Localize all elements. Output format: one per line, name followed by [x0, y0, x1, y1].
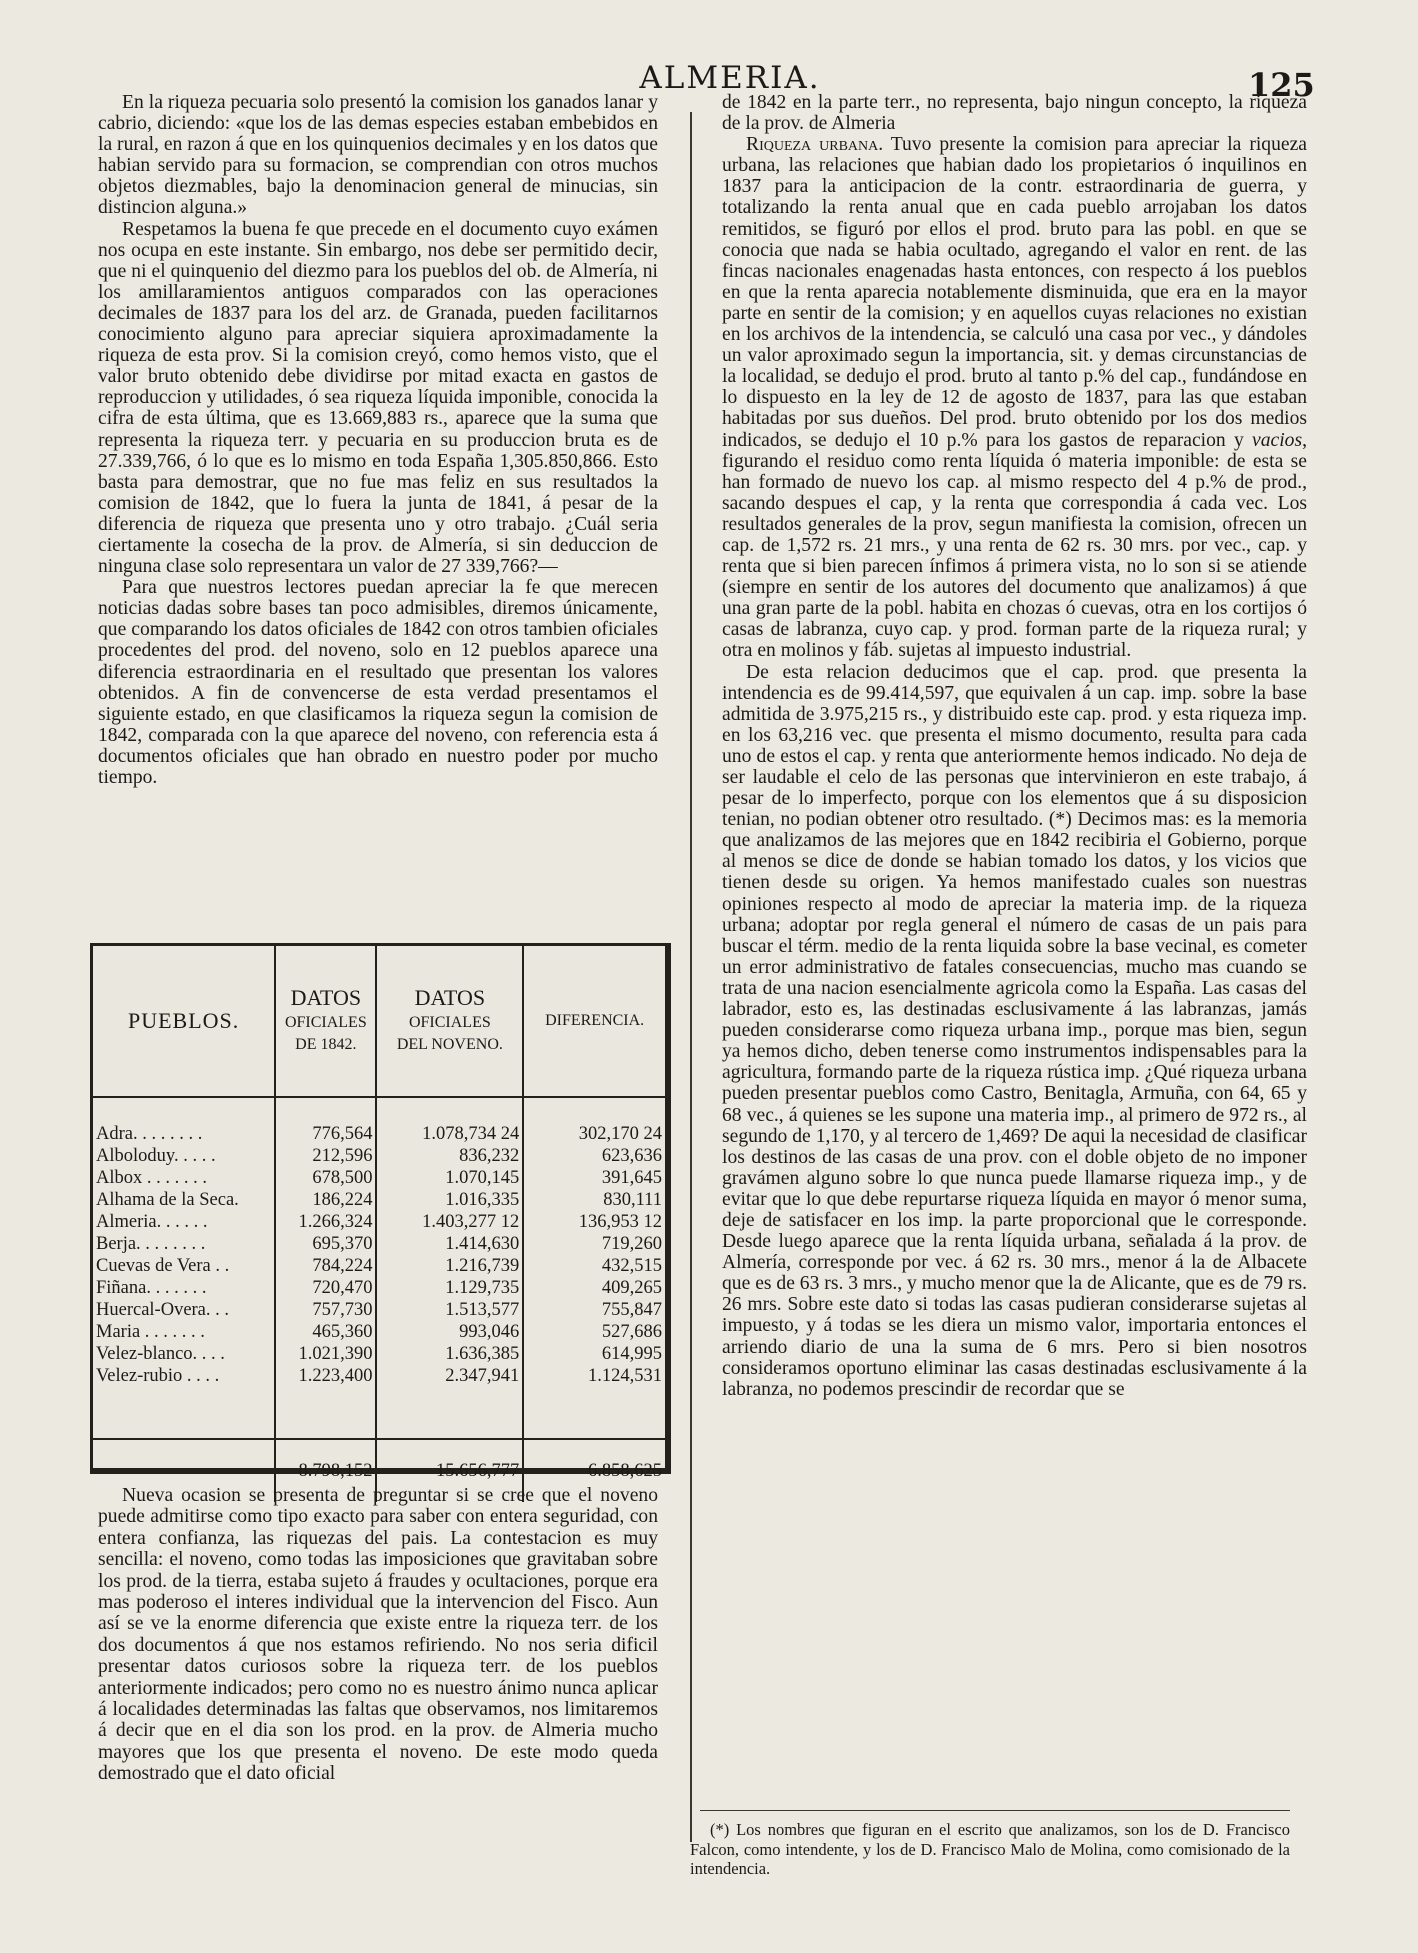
right-column [722, 92, 1307, 1400]
total-c: 6.858,625 [523, 1439, 665, 1502]
cell-a: 695,370 [275, 1233, 376, 1255]
cell-c: 527,686 [601, 1321, 662, 1342]
left-bottom-column [98, 1485, 658, 1785]
column-divider [690, 112, 692, 1842]
cell-b: 836,232 [376, 1145, 523, 1167]
cell-b: 993,046 [376, 1321, 523, 1343]
table-row [93, 1277, 665, 1299]
cell-c: 623,636 [601, 1145, 662, 1166]
cell-a: 720,470 [275, 1277, 376, 1299]
cell-b: 1.216,739 [376, 1255, 523, 1277]
header-diferencia: DIFERENCIA. [523, 946, 665, 1097]
cell-c: 409,265 [601, 1277, 662, 1298]
cell-a: 465,360 [275, 1321, 376, 1343]
cell-name: Velez-rubio . . . . [93, 1365, 275, 1387]
cell-c: 830,111 [603, 1189, 662, 1210]
header-col1-b: OFICIALES [284, 1013, 367, 1031]
cell-name: Alboloduy. . . . . [93, 1145, 275, 1167]
total-b: 15.656,777 [376, 1439, 523, 1502]
cell-b: 1.016,335 [376, 1189, 523, 1211]
page-number: 125 [1248, 66, 1315, 104]
cell-c: 719,260 [601, 1233, 662, 1254]
header-pueblos: PUEBLOS. [93, 946, 275, 1097]
cell-name: Huercal-Overa. . . [93, 1299, 275, 1321]
cell-c: 432,515 [601, 1255, 662, 1276]
cell-name: Maria . . . . . . . [93, 1321, 275, 1343]
table-row [93, 1299, 665, 1321]
cell-c: 136,953 12 [578, 1211, 662, 1232]
cell-b: 1.636,385 [376, 1343, 523, 1365]
page-title: ALMERIA. [639, 60, 821, 96]
paragraph: Nueva ocasion se presenta de preguntar si se cree que el noveno puede admitirse como tipo exacto para saber con entera seguridad, con entera confianza, las riquezas del pais. La contestacion es muy sencilla: el noveno, como todas las imposiciones que gravitaban sobre los prod. de la tierra, estaba sujeto á fraudes y ocultaciones, porque era mas poderoso el interes individual que la intervencion del Fisco. Aun así se ve la enorme diferencia que existe entre la riqueza terr. de los dos documentos á que nos estamos refiriendo. No nos seria dificil presentar datos curiosos sobre la riqueza terr. de los pueblos anteriormente indicados; pero como no es nuestro ánimo nunca aplicar á localidades determinadas las faltas que observamos, nos limitaremos á decir que en el dia son los prod. en la prov. de Almeria mucho mayores que los que presenta el noveno. De este modo queda demostrado que el dato oficial [98, 1485, 658, 1785]
table-row [93, 1189, 665, 1211]
table-row [93, 1123, 665, 1145]
cell-c: 1.124,531 [588, 1365, 662, 1386]
table-row [93, 1321, 665, 1343]
cell-name: Adra. . . . . . . . [93, 1123, 275, 1145]
cell-a: 678,500 [275, 1167, 376, 1189]
cell-a: 212,596 [275, 1145, 376, 1167]
cell-c: 614,995 [601, 1343, 662, 1364]
paragraph: Respetamos la buena fe que precede en el documento cuyo exámen nos ocupa en este instante. Sin embargo, nos debe ser permitido decir, que ni el quinquenio del diezmo para los pueblos del ob. de Almería, ni los amillaramientos antiguos comparados con las operaciones decimales de 1837 para los del arz. de Granada, pueden facilitarnos conocimiento alguno para apreciar siquiera aproximadamente la riqueza de esta prov. Si la comision creyó, como hemos visto, que el valor bruto obtenido debe dividirse por mitad exacta en gastos de reproduccion y utilidades, ó sea riqueza líquida imponible, conocida la cifra de esta última, que es 13.669,883 rs., aparece que la suma que representa la riqueza terr. y pecuaria en su produccion bruta es de 27.339,766, ó lo que es lo mismo en toda España 1,305.850,866. Esto basta para demostrar, que no fue mas feliz en sus resultados la comision de 1842, que lo fuera la junta de 1841, á pesar de la diferencia de riqueza que presenta uno y otro trabajo. ¿Cuál seria ciertamente la cosecha de la prov. de Almería, si sin deduccion de ninguna clase solo representara un valor de 27 339,766?— [98, 218, 658, 578]
cell-b: 1.414,630 [376, 1233, 523, 1255]
cell-a: 776,564 [275, 1123, 376, 1145]
cell-b: 1.129,735 [376, 1277, 523, 1299]
header-col1-a: DATOS [290, 984, 362, 1010]
cell-b: 2.347,941 [376, 1365, 523, 1387]
cell-name: Almeria. . . . . . [93, 1211, 275, 1233]
cell-a: 757,730 [275, 1299, 376, 1321]
cell-name: Fiñana. . . . . . . [93, 1277, 275, 1299]
cell-name: Albox . . . . . . . [93, 1167, 275, 1189]
table-row [93, 1255, 665, 1277]
cell-b: 1.513,577 [376, 1299, 523, 1321]
header-col2-a: DATOS [414, 984, 486, 1010]
cell-c: 755,847 [601, 1299, 662, 1320]
header-col2-c: DEL NOVENO. [396, 1035, 503, 1053]
header-col1-c: DE 1842. [295, 1035, 357, 1053]
table-row [93, 1211, 665, 1233]
paragraph: En la riqueza pecuaria solo presentó la comision los ganados lanar y cabrio, diciendo: «que los de las demas especies estaban embebidos en la rural, en razon á que en los quinquenios decimales y en los datos que habian servido para su formacion, se comprendian con otros muchos objetos diezmables, bajo la denominacion general de minucias, sin distincion alguna.» [98, 92, 658, 219]
header-col2-b: OFICIALES [408, 1013, 491, 1031]
section-heading: Riqueza urbana. [746, 134, 884, 156]
cell-b: 1.403,277 12 [376, 1211, 523, 1233]
cell-c: 302,170 24 [578, 1123, 662, 1144]
cell-a: 1.223,400 [275, 1365, 376, 1387]
comparison-table [90, 943, 671, 1481]
footnote: (*) Los nombres que figuran en el escrito que analizamos, son los de D. Francisco Falcon, como intendente, y los de D. Francisco Malo de Molina, como comisionado de la intendencia. [690, 1820, 1290, 1878]
left-column [98, 92, 658, 788]
cell-a: 784,224 [275, 1255, 376, 1277]
paragraph: Para que nuestros lectores puedan apreciar la fe que merecen noticias dadas sobre bases tan poco admisibles, diremos únicamente, que comparando los datos oficiales de 1842 con otros tambien oficiales procedentes del prod. del noveno, solo en 12 pueblos aparece una diferencia estraordinaria en el resultado que presentan los valores obtenidos. A fin de convencerse de esta verdad presentamos el siguiente estado, en que clasificamos la riqueza segun la comision de 1842, comparada con la que aparece del noveno, con referencia esta á documentos oficiales que han obrado en nuestro poder por mucho tiempo. [98, 577, 658, 788]
table-row [93, 1233, 665, 1255]
cell-name: Cuevas de Vera . . [93, 1255, 275, 1277]
cell-name: Velez-blanco. . . . [93, 1343, 275, 1365]
footnote-rule [700, 1810, 1290, 1811]
cell-a: 1.021,390 [275, 1343, 376, 1365]
cell-b: 1.070,145 [376, 1167, 523, 1189]
table-row [93, 1145, 665, 1167]
cell-a: 186,224 [275, 1189, 376, 1211]
table-row [93, 1343, 665, 1365]
cell-c: 391,645 [601, 1167, 662, 1188]
total-a: 8.798,152 [275, 1439, 376, 1502]
paragraph: De esta relacion deducimos que el cap. prod. que presenta la intendencia es de 99.414,597, que equivalen á un cap. imp. sobre la base admitida de 3.975,215 rs., y distribuido este cap. prod. y esta riqueza imp. en los 63,216 vec. que presenta el mismo documento, resulta para cada uno de estos el cap. y renta que anteriormente hemos indicado. No deja de ser laudable el celo de las personas que intervinieron en este trabajo, á pesar de lo imperfecto, porque con los elementos que á su disposicion tenian, no podian obtener otro resultado. (*) Decimos mas: es la memoria que analizamos de las mejores que en 1842 recibiria el Gobierno, porque al menos se dice de donde se habian tomado los datos, y los vicios que tienen desde su origen. Ya hemos manifestado cuales son nuestras opiniones respecto al modo de apreciar la materia imp. de la riqueza urbana; adoptar por regla general el número de casas de un pais para buscar el térm. medio de la renta liquida sobre la base vecinal, es cometer un error administrativo de fatales consecuencias, mucho mas cuando se trata de una nacion esencialmente agricola como la España. Las casas del labrador, esto es, las destinadas esclusivamente á las labranzas, jamás pueden considerarse como riqueza urbana imp., porque mas bien, segun ya hemos dicho, deben tenerse como instrumentos indispensables para la agricultura, formando parte de la riqueza rústica imp. ¿Qué riqueza urbana pueden presentar pueblos como Castro, Benitagla, Armuña, con 64, 65 y 68 vec., á quienes se les supone una materia imp., al primero de 972 rs., al segundo de 1,170, y al tercero de 1,469? De aqui la necesidad de clasificar los destinos de las casas de una prov. con el doble objeto de no imponer gravámen alguno sobre lo que nunca puede llamarse riqueza imp., y de evitar que lo que debe repurtarse riqueza líquida en mayor ó menor suma, deje de satisfacer en los imp. la parte proporcional que le corresponde. Desde luego aparece que la renta líquida urbana, señalada á la prov. de Almería, corresponde por vec. á 62 rs. 30 mrs., menor á la de Albacete que es de 63 rs. 3 mrs., y mucho menor que la de Alicante, que es de 79 rs. 26 mrs. Sobre este dato si todas las casas pudieran considerarse sujetas al impuesto, y á todas se les diera un mismo valor, importaria entonces el arriendo diario de una la suma de 6 mrs. Pero si bien nosotros consideramos oportuno eliminar las casas destinadas esclusivamente á la labranza, no podemos prescindir de recordar que se [722, 661, 1307, 1400]
paragraph: de 1842 en la parte terr., no representa, bajo ningun concepto, la riqueza de la prov. de Almeria [722, 92, 1307, 135]
cell-b: 1.078,734 24 [376, 1123, 523, 1145]
cell-a: 1.266,324 [275, 1211, 376, 1233]
cell-name: Berja. . . . . . . . [93, 1233, 275, 1255]
cell-name: Alhama de la Seca. [93, 1189, 275, 1211]
table-row [93, 1167, 665, 1189]
table-row [93, 1365, 665, 1387]
paragraph: Riqueza urbana. Tuvo presente la comision para apreciar la riqueza urbana, las relaciones que habian dado los propietarios ó inquilinos en 1837 para la anticipacion de la contr. estraordinaria de guerra, y totalizando la renta anual que en cada pueblo arrojaban los datos remitidos, se figuró por ellos el prod. bruto para las pobl. en que se conocia que nada se habia ocultado, agregando el valor en rent. de las fincas nacionales enagenadas hasta entonces, con respecto á los pueblos en que la renta aparecia notablemente disminuida, que era en la mayor parte en sentir de la comision; y en aquellos cuyas relaciones no existian en los archivos de la intendencia, se calculó una casa por vec., y dándoles un valor aproximado segun la importancia, sit. y demas circunstancias de la localidad, se dedujo el prod. bruto al tanto p.% del cap., fundándose en lo dispuesto en la ley de 12 de agosto de 1837, para las que estaban habitadas por sus dueños. Del prod. bruto obtenido por los dos medios indicados, se dedujo el 10 p.% para los gastos de reparacion y vacios, figurando el residuo como renta líquida ó materia imponible: de esta se han formado de nuevo los cap. al mismo respecto del 4 p.% de prod., sacando despues el cap, y la renta que correspondia á cada vec. Los resultados generales de la prov, segun manifiesta la comision, ofrecen un cap. de 1,572 rs. 21 mrs., y una renta de 62 rs. 30 mrs. por vec., cap. y renta que si bien parecen ínfimos á primera vista, no lo son si se atiende (siempre en sentir de los autores del documento que analizamos) á que una gran parte de la pobl. habita en chozas ó cuevas, otra en los cortijos ó casas de labranza, cuyo cap. y prod. forman parte de la riqueza rural; y otra en molinos y fáb. sujetas al impuesto industrial. [722, 134, 1307, 662]
